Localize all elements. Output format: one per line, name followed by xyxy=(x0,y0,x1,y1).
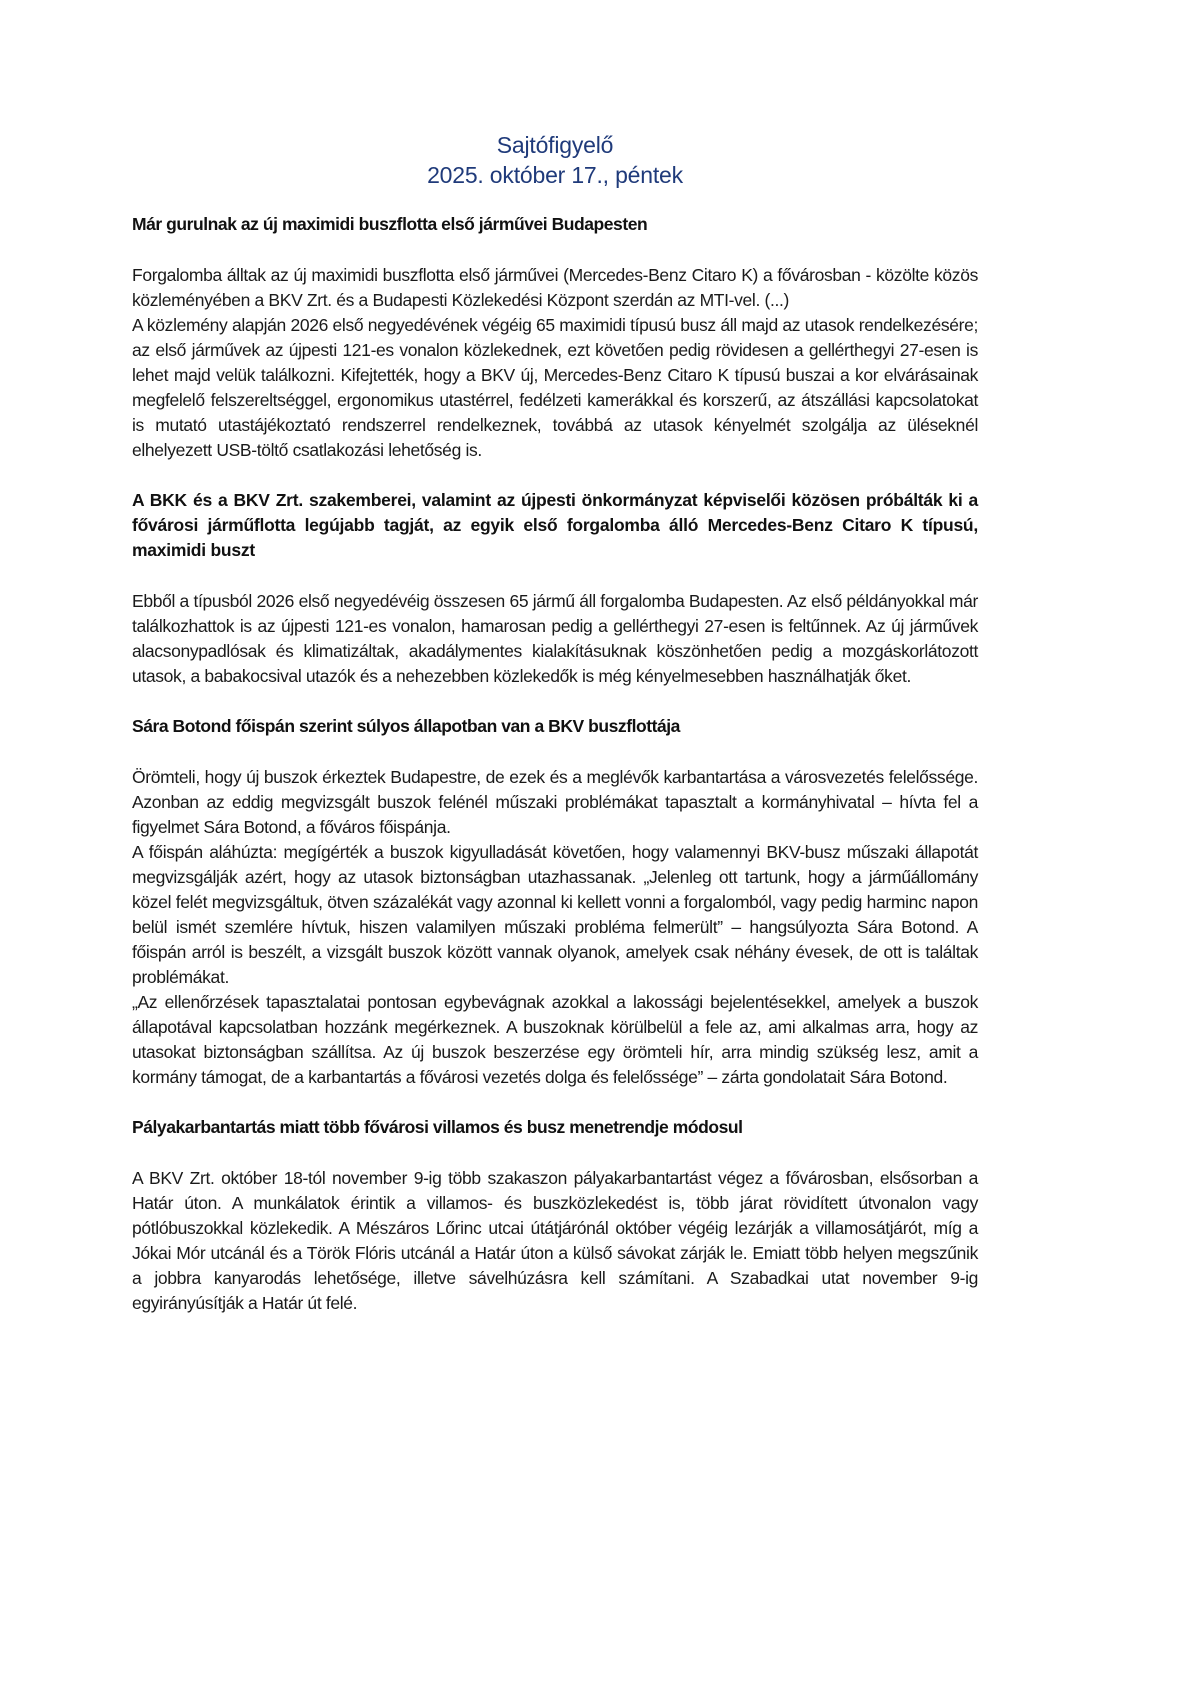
document-date: 2025. október 17., péntek xyxy=(427,162,683,188)
document-title: Sajtófigyelő xyxy=(496,132,614,158)
document-page xyxy=(132,130,978,1341)
article-paragraph: Forgalomba álltak az új maximidi buszflotta első járművei (Mercedes-Benz Citaro K) a fővárosban - közölte közös közleményében a BKV Zrt. és a Budapesti Közlekedési Központ szerdán az MTI-vel. (...) xyxy=(132,265,978,310)
article-body xyxy=(132,263,978,463)
article-paragraph: „Az ellenőrzések tapasztalatai pontosan egybevágnak azokkal a lakossági bejelentésekkel, amelyek a buszok állapotával kapcsolatban hozzánk megérkeznek. A buszoknak körülbelül a fele az, ami alkalmas arra, hogy az utasokat biztonságban szállítsa. Az új buszok beszerzése egy örömteli hír, arra mindig szükség lesz, amit a kormány támogat, de a karbantartás a fővárosi vezetés dolga és felelőssége” – zárta gondolatait Sára Botond. xyxy=(132,992,978,1087)
article-heading: Már gurulnak az új maximidi buszflotta első járművei Budapesten xyxy=(132,214,648,234)
article-heading: A BKK és a BKV Zrt. szakemberei, valamint az újpesti önkormányzat képviselői közösen próbálták ki a fővárosi járműflotta legújabb tagját, az egyik első forgalomba álló Mercedes-Benz Citaro K típusú, maximidi buszt xyxy=(132,490,978,560)
article-body xyxy=(132,589,978,689)
article-paragraph: A BKV Zrt. október 18-tól november 9-ig több szakaszon pályakarbantartást végez a fővárosban, elsősorban a Határ úton. A munkálatok érintik a villamos- és buszközlekedést is, több járat rövidített útvonalon vagy pótlóbuszokkal közlekedik. A Mészáros Lőrinc utcai útátjárónál október végéig lezárják a villamosátjárót, míg a Jókai Mór utcánál és a Török Flóris utcánál a Határ úton a külső sávokat zárják le. Emiatt több helyen megszűnik a jobbra kanyarodás lehetősége, illetve sávelhúzásra kell számítani. A Szabadkai utat november 9-ig egyirányúsítják a Határ út felé. xyxy=(132,1168,978,1313)
document-header xyxy=(132,130,978,190)
article-body xyxy=(132,765,978,1090)
article-paragraph: Örömteli, hogy új buszok érkeztek Budapestre, de ezek és a meglévők karbantartása a városvezetés felelőssége. Azonban az eddig megvizsgált buszok felénél műszaki problémákat tapasztalt a kormányhivatal – hívta fel a figyelmet Sára Botond, a főváros főispánja. xyxy=(132,767,978,837)
article-paragraph: A közlemény alapján 2026 első negyedévének végéig 65 maximidi típusú busz áll majd az utasok rendelkezésére; az első járművek az újpesti 121-es vonalon közlekednek, ezt követően pedig rövidesen a gellérthegyi 27-esen is lehet majd velük találkozni. Kifejtették, hogy a BKV új, Mercedes-Benz Citaro K típusú buszai a kor elvárásainak megfelelő felszereltséggel, ergonomikus utastérrel, fedélzeti kamerákkal és korszerű, az átszállási kapcsolatokat is mutató utastájékoztató rendszerrel rendelkeznek, továbbá az utasok kényelmét szolgálja az üléseknél elhelyezett USB-töltő csatlakozási lehetőség is. xyxy=(132,315,978,460)
article-3 xyxy=(132,714,978,1090)
article-1 xyxy=(132,212,978,463)
article-heading: Pályakarbantartás miatt több fővárosi villamos és busz menetrendje módosul xyxy=(132,1117,743,1137)
article-body xyxy=(132,1166,978,1316)
article-2 xyxy=(132,488,978,689)
article-heading: Sára Botond főispán szerint súlyos állapotban van a BKV buszflottája xyxy=(132,716,680,736)
article-4 xyxy=(132,1115,978,1316)
article-paragraph: A főispán aláhúzta: megígérték a buszok kigyulladását követően, hogy valamennyi BKV-busz műszaki állapotát megvizsgálják azért, hogy az utasok biztonságban utazhassanak. „Jelenleg ott tartunk, hogy a járműállomány közel felét megvizsgáltuk, ötven százalékát vagy azonnal ki kellett vonni a forgalomból, vagy pedig harminc napon belül ismét szemlére hívtuk, hiszen valamilyen műszaki probléma felmerült” – hangsúlyozta Sára Botond. A főispán arról is beszélt, a vizsgált buszok között vannak olyanok, amelyek csak néhány évesek, de ott is találtak problémákat. xyxy=(132,842,978,987)
article-paragraph: Ebből a típusból 2026 első negyedévéig összesen 65 jármű áll forgalomba Budapesten. Az első példányokkal már találkozhattok is az újpesti 121-es vonalon, hamarosan pedig a gellérthegyi 27-esen is feltűnnek. Az új járművek alacsonypadlósak és klimatizáltak, akadálymentes kialakításuknak köszönhetően pedig a mozgáskorlátozott utasok, a babakocsival utazók és a nehezebben közlekedők is még kényelmesebben használhatják őket. xyxy=(132,591,978,686)
